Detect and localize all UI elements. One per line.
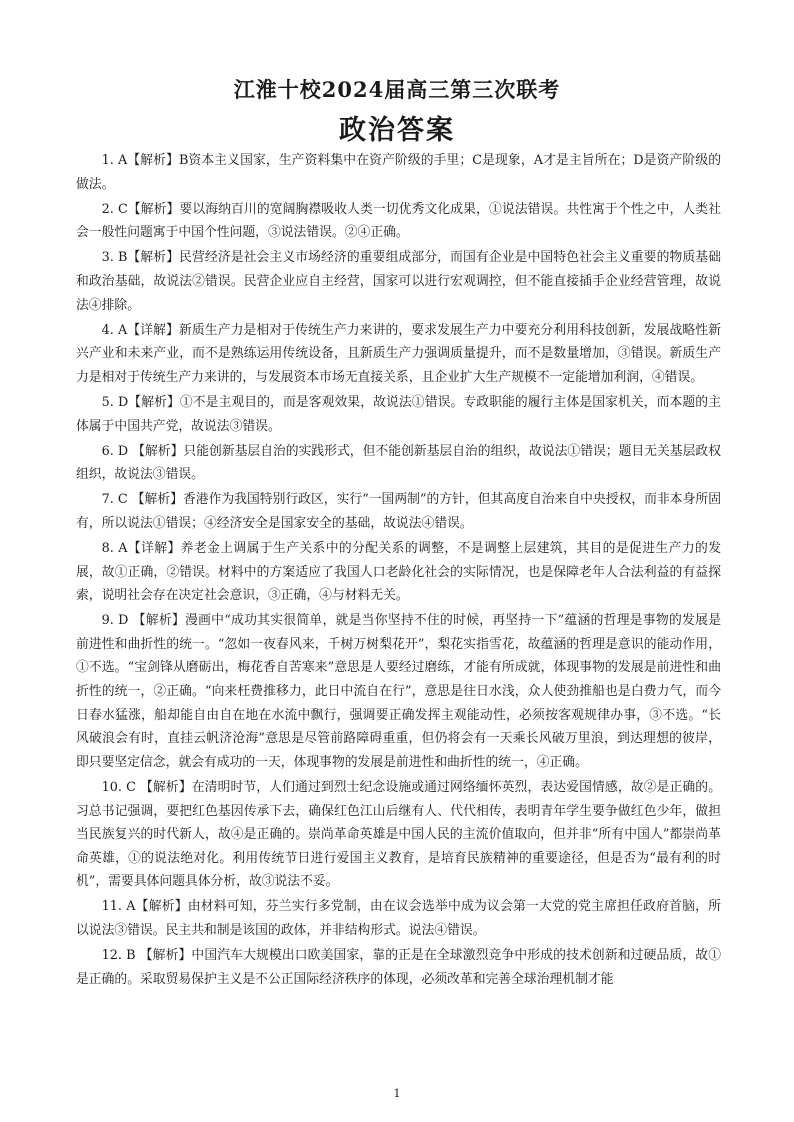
answer-item-12: 12. B 【解析】中国汽车大规模出口欧美国家，靠的正是在全球激烈竞争中形成的技术创新和过硬品质，故①是正确的。采取贸易保护主义是不公正国际经济秩序的体现，必须改革和完善全球治理机制才能 xyxy=(76,948,721,987)
answer-item-11: 11. A【解析】由材料可知，芬兰实行多党制，由在议会选举中成为议会第一大党的党主席担任政府首脑，所以说法③错误。民主共和制是该国的政体，并非结构形式。说法④错误。 xyxy=(76,899,721,938)
answer-item-5: 5. D【解析】①不是主观目的，而是客观效果，故说法①错误。专政职能的履行主体是国家机关，而本题的主体属于中国共产党，故说法③错误。 xyxy=(76,394,721,434)
answer-item-10: 10. C 【解析】在清明时节，人们通过到烈士纪念设施或通过网络缅怀英烈，表达爱国情感，故②是正确的。习总书记强调，要把红色基因传承下去，确保红色江山后继有人、代代相传，表明青年学生要争做红色少年，做担当民族复兴的时代新人，故④是正确的。崇尚革命英雄是中国人民的主流价值取向，但并非“所有中国人”都崇尚革命英雄，①的说法绝对化。利用传统节日进行爱国主义教育，是培育民族精神的重要途径，但是否为“最有利的时机”，需要具体问题具体分析，故③说法不妥。 xyxy=(76,779,721,890)
answer-item-6: 6. D 【解析】只能创新基层自治的实践形式，但不能创新基层自治的组织，故说法①错误；题目无关基层政权组织，故说法③错误。 xyxy=(76,443,721,483)
answer-list xyxy=(76,149,721,993)
answer-item-3: 3. B【解析】民营经济是社会主义市场经济的重要组成部分，而国有企业是中国特色社会主义重要的物质基础和政治基础，故说法②错误。民营企业应自主经营，国家可以进行宏观调控，但不能直接插手企业经营管理，故说法④排除。 xyxy=(76,250,721,313)
answer-item-8: 8. A【详解】养老金上调属于生产关系中的分配关系的调整，不是调整上层建筑，其目的是促进生产力的发展，故①正确，②错误。材料中的方案适应了我国人口老龄化社会的实际情况，也是保障老年人合法利益的有益探索，说明社会存在决定社会意识，③正确，④与材料无关。 xyxy=(76,541,721,604)
document-subtitle: 政治答案 xyxy=(339,115,455,146)
answer-item-9: 9. D 【解析】漫画中“成功其实很简单，就是当你坚持不住的时候，再坚持一下”蕴涵的哲理是事物的发展是前进性和曲折性的统一。“忽如一夜春风来，千树万树梨花开”，梨花实指雪花，故蕴涵的哲理是意识的能动作用，①不选。“宝剑锋从磨砺出，梅花香自苦寒来”意思是人要经过磨练，才能有所成就，体现事物的发展是前进性和曲折性的统一，②正确。“向来枉费推移力，此日中流自在行”，意思是往日水浅，众人使劲推船也是白费力气，而今日春水猛涨，船却能自由自在地在水流中飘行，强调要正确发挥主观能动性，必须按客观规律办事，③不选。“长风破浪会有时，直挂云帆济沧海”意思是尽管前路障碍重重，但仍将会有一天乘长风破万里浪，到达理想的彼岸，即只要坚定信念，就会有成功的一天，体现事物的发展是前进性和曲折性的统一，④正确。 xyxy=(76,613,721,770)
page-number: 1 xyxy=(393,1087,401,1100)
answer-item-7: 7. C 【解析】香港作为我国特别行政区，实行“一国两制”的方针，但其高度自治来自中央授权，而非本身所固有，所以说法①错误；④经济安全是国家安全的基础，故说法④错误。 xyxy=(76,492,721,531)
answer-item-4: 4. A【详解】新质生产力是相对于传统生产力来讲的，要求发展生产力中要充分利用科技创新，发展战略性新兴产业和未来产业，而不是熟练运用传统设备，且新质生产力强调质量提升，而不是数量增加，③错误。新质生产力是相对于传统生产力来讲的，与发展资本市场无直接关系，且企业扩大生产规模不一定能增加利润，④错误。 xyxy=(76,322,721,385)
document-title: 江淮十校2024届高三第三次联考 xyxy=(233,77,561,102)
answer-item-1: 1. A【解析】B资本主义国家，生产资料集中在资产阶级的手里；C是现象，A才是主旨所在；D是资产阶级的做法。 xyxy=(76,153,721,192)
answer-item-2: 2. C【解析】要以海纳百川的宽阔胸襟吸收人类一切优秀文化成果，①说法错误。共性寓于个性之中，人类社会一般性问题寓于中国个性问题，③说法错误。②④正确。 xyxy=(76,201,721,241)
